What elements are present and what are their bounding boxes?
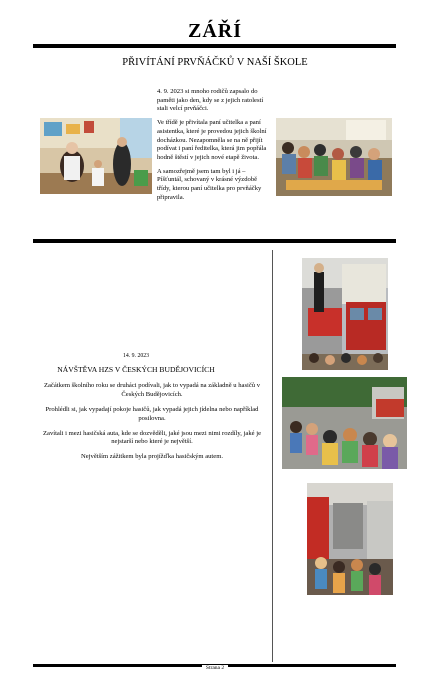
intro-paragraph: 4. 9. 2023 si mnoho rodičů zapsalo do paměti jako den, kdy se z jejich ratolestí stali velcí prvňáčci. [157, 88, 264, 113]
section-divider [33, 239, 396, 243]
page-title: ZÁŘÍ [187, 20, 242, 42]
intro-paragraph: Ve třídě je přivítala paní učitelka a paní asistentka, které je provedou jejich školní docházkou. Nezapomněla se na ně přijít podívat i paní ředitelka, která jim popřála hodně štěstí v jejich nové etapě života. [157, 119, 267, 161]
photo-children-fire-truck [307, 483, 393, 595]
intro-text [157, 88, 271, 207]
section-date: 14. 9. 2023 [122, 353, 150, 359]
section-paragraph: Zavítali i mezi hasičská auta, kde se dozvěděli, jaké jsou mezi nimi rozdíly, jaké je nejstarší nebo které je největší. [42, 429, 261, 446]
top-divider [33, 44, 396, 48]
section-title: NÁVŠTĚVA HZS V ČESKÝCH BUDĚJOVICÍCH [57, 365, 215, 374]
photo-classroom-parents [276, 118, 392, 196]
article-title: PŘIVÍTÁNÍ PRVŇÁČKŮ V NAŠÍ ŠKOLE [122, 57, 308, 68]
section-body [36, 382, 268, 468]
photo-classroom-welcome [40, 118, 152, 194]
column-separator [272, 250, 273, 662]
photo-fire-station-garage [302, 258, 388, 370]
section-paragraph: Začátkem školního roku se druháci podívali, jak to vypadá na základně u hasičů v Českých Budějovicích. [43, 382, 261, 398]
section-paragraph: Největším zážitkem byla projížďka hasičským autem. [81, 453, 223, 461]
page-number [0, 665, 430, 671]
section-paragraph: Prohlédli si, jak vypadají pokoje hasičů, jak vypadá jejich jídelna nebo například posilovna. [45, 405, 259, 422]
page-number-label: Strana 2 [202, 665, 228, 671]
photo-children-outside [282, 377, 407, 469]
intro-paragraph: A samozřejmě jsem tam byl i já – Píšťuntál, schovaný v krásné výzdobě třídy, kterou paní učitelka pro prvňáčky připravila. [157, 167, 262, 201]
